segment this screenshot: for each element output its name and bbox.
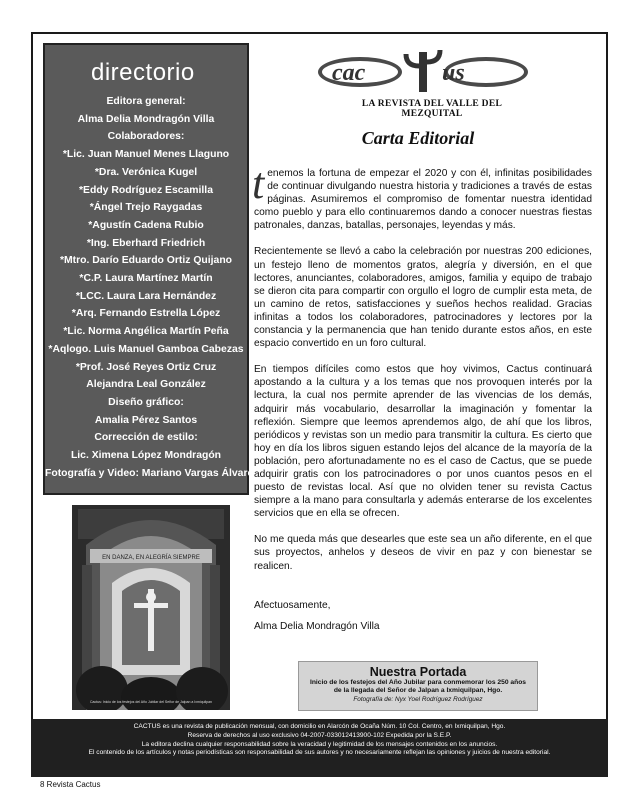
directory-panel — [43, 43, 259, 495]
editorial-body — [252, 159, 592, 586]
footer-line: El contenido de los artículos y notas periodísticas son responsabilidad de sus autores y no necesariamente reflejan las opiniones y juicios de nuestra editorial. — [88, 749, 551, 757]
directory-entry: *Lic. Juan Manuel Menes Llaguno — [62, 149, 230, 161]
page-number: 8 Revista Cactus — [40, 780, 101, 789]
directory-entry: Alma Delia Mondragón Villa — [77, 113, 215, 125]
editorial-paragraph: No me queda más que desearles que este sea un año diferente, en el que sus proyectos, anhelos y deseos de vivir en paz y con bienestar se realicen. — [254, 534, 592, 572]
cover-photo — [72, 505, 230, 710]
cover-photo-caption: Cactus: Inicio de los festejos del Año Jubilar del Señor de Jalpan a Ixmiquilpan — [90, 700, 212, 704]
masthead-tagline: LA REVISTA DEL VALLE DEL MEZQUITAL — [361, 99, 503, 119]
footer-line: Reserva de derechos al uso exclusivo 04-2007-033012413900-102 Expedida por la S.E.P. — [187, 731, 452, 739]
cover-note-line: Inicio de los festejos del Año Jubilar para conmemorar los 250 años — [309, 679, 527, 686]
cactus-logo — [318, 48, 528, 94]
directory-entry: *Ing. Eberhard Friedrich — [86, 237, 206, 249]
editorial-closing — [254, 595, 380, 637]
directory-entry: Amalia Pérez Santos — [94, 414, 198, 426]
directory-entry: *Arq. Fernando Estrella López — [71, 308, 221, 320]
directory-entry: *Eddy Rodríguez Escamilla — [79, 184, 213, 196]
cover-banner-text: EN DANZA, EN ALEGRÍA SIEMPRE — [102, 555, 200, 561]
closing-salutation: Afectuosamente, — [254, 600, 331, 611]
directory-entry: *Ángel Trejo Raygadas — [89, 202, 203, 214]
footer-line: CACTUS es una revista de publicación mensual, con domicilio en Alarcón de Ocaña Núm. 10 Col. Centro, en Ixmiquilpan, Hgo. — [133, 723, 506, 730]
footer-line: La editora declina cualquier responsabilidad sobre la veracidad y legitimidad de los mensajes contenidos en los anuncios. — [141, 740, 498, 748]
directory-list — [45, 93, 259, 482]
directory-entry: *Dra. Verónica Kugel — [94, 166, 198, 178]
directory-entry: Editora general: — [106, 96, 186, 107]
directory-entry: *Lic. Norma Angélica Martín Peña — [63, 326, 229, 338]
cover-photo-credit: Fotografía de: Nyx Yoel Rodríguez Rodríguez — [353, 696, 483, 704]
directory-entry: *Mtro. Darío Eduardo Ortiz Quijano — [59, 255, 233, 267]
directory-entry: Fotografía y Video: Mariano Vargas Álvarez — [45, 467, 259, 479]
editorial-paragraph: En tiempos difíciles como estos que hoy vivimos, Cactus continuará apostando a la cultura y a los temas que nos provoquen interés por la lectura, la cual nos permite aprender de las vivencias de los demás, adquirir más vocabulario, desarrollar la imaginación y fomentar la reflexión. Siempre que leemos aprendemos algo, de ahí que los libros, periódicos y revistas son un medio para transmitir la cultura. Es cierto que hoy en día los libros siguen estando lejos del alcance de la mayoría de la población, pero afortunadamente no es el caso de Cactus, que se puede adquirir gratis con los patrocinadores o por unos cuantos pesos en el puesto de revistas local. Así que no olviden tener su revista Cactus siempre a la mano para consultarla y además enterarse de los excelentes servicios que en ella se ofrecen. — [254, 364, 592, 520]
editorial-paragraph — [252, 159, 592, 232]
cover-note-heading: Nuestra Portada — [369, 665, 467, 679]
cover-note-line: de la llegada del Señor de Jalpan a Ixmiquilpan, Hgo. — [333, 687, 503, 695]
svg-text:cac: cac — [332, 60, 366, 86]
editorial-title: Carta Editorial — [361, 128, 475, 148]
directory-entry: Colaboradores: — [107, 131, 185, 143]
directory-entry: *C.P. Laura Martínez Martín — [79, 273, 213, 285]
signature-name: Alma Delia Mondragón Villa — [254, 621, 380, 632]
directory-entry: *LCC. Laura Lara Hernández — [75, 290, 217, 302]
directory-entry: *Prof. José Reyes Ortiz Cruz — [75, 361, 217, 373]
directory-entry: Lic. Ximena López Mondragón — [70, 450, 222, 462]
directory-entry: Corrección de estilo: — [94, 432, 198, 444]
editorial-paragraph: Recientemente se llevó a cabo la celebración por nuestras 200 ediciones, un festejo lleno de momentos gratos, alegría y diversión, en el que lectores, anunciantes, colaboradores, amigos, familia y equipo de trabajo se dieron cita para compartir con orgullo el logro de cumplir esta meta, de un camino de retos, satisfacciones y sueños hechos realidad. Gracias infinitas a todos los colaboradores, patrocinadores y lectores por la constancia y la permanencia que han tenido durante estos años, en este espacio convertido en un foro cultural. — [254, 246, 592, 350]
directory-entry: Diseño gráfico: — [108, 396, 184, 408]
directory-entry: Alejandra Leal González — [86, 379, 206, 391]
paragraph-text: enemos la fortuna de empezar el 2020 y con él, infinitas posibilidades de continuar divulgando nuestra historia y tradiciones a través de estas páginas. Asumiremos el compromiso de fomentar nuestra identidad como pueblo y para ello continuaremos dando a conocer nuestras fiestas patronales, danzas, batallas, personajes, leyendas y más. — [254, 168, 592, 232]
directory-entry: *Aqlogo. Luis Manuel Gamboa Cabezas — [48, 343, 244, 355]
cover-note-box — [298, 661, 538, 711]
directory-heading: directorio — [91, 59, 195, 86]
svg-text:us: us — [442, 60, 465, 86]
drop-cap: t — [252, 159, 265, 208]
directory-entry: *Agustín Cadena Rubio — [88, 219, 204, 231]
legal-footer — [31, 719, 608, 777]
